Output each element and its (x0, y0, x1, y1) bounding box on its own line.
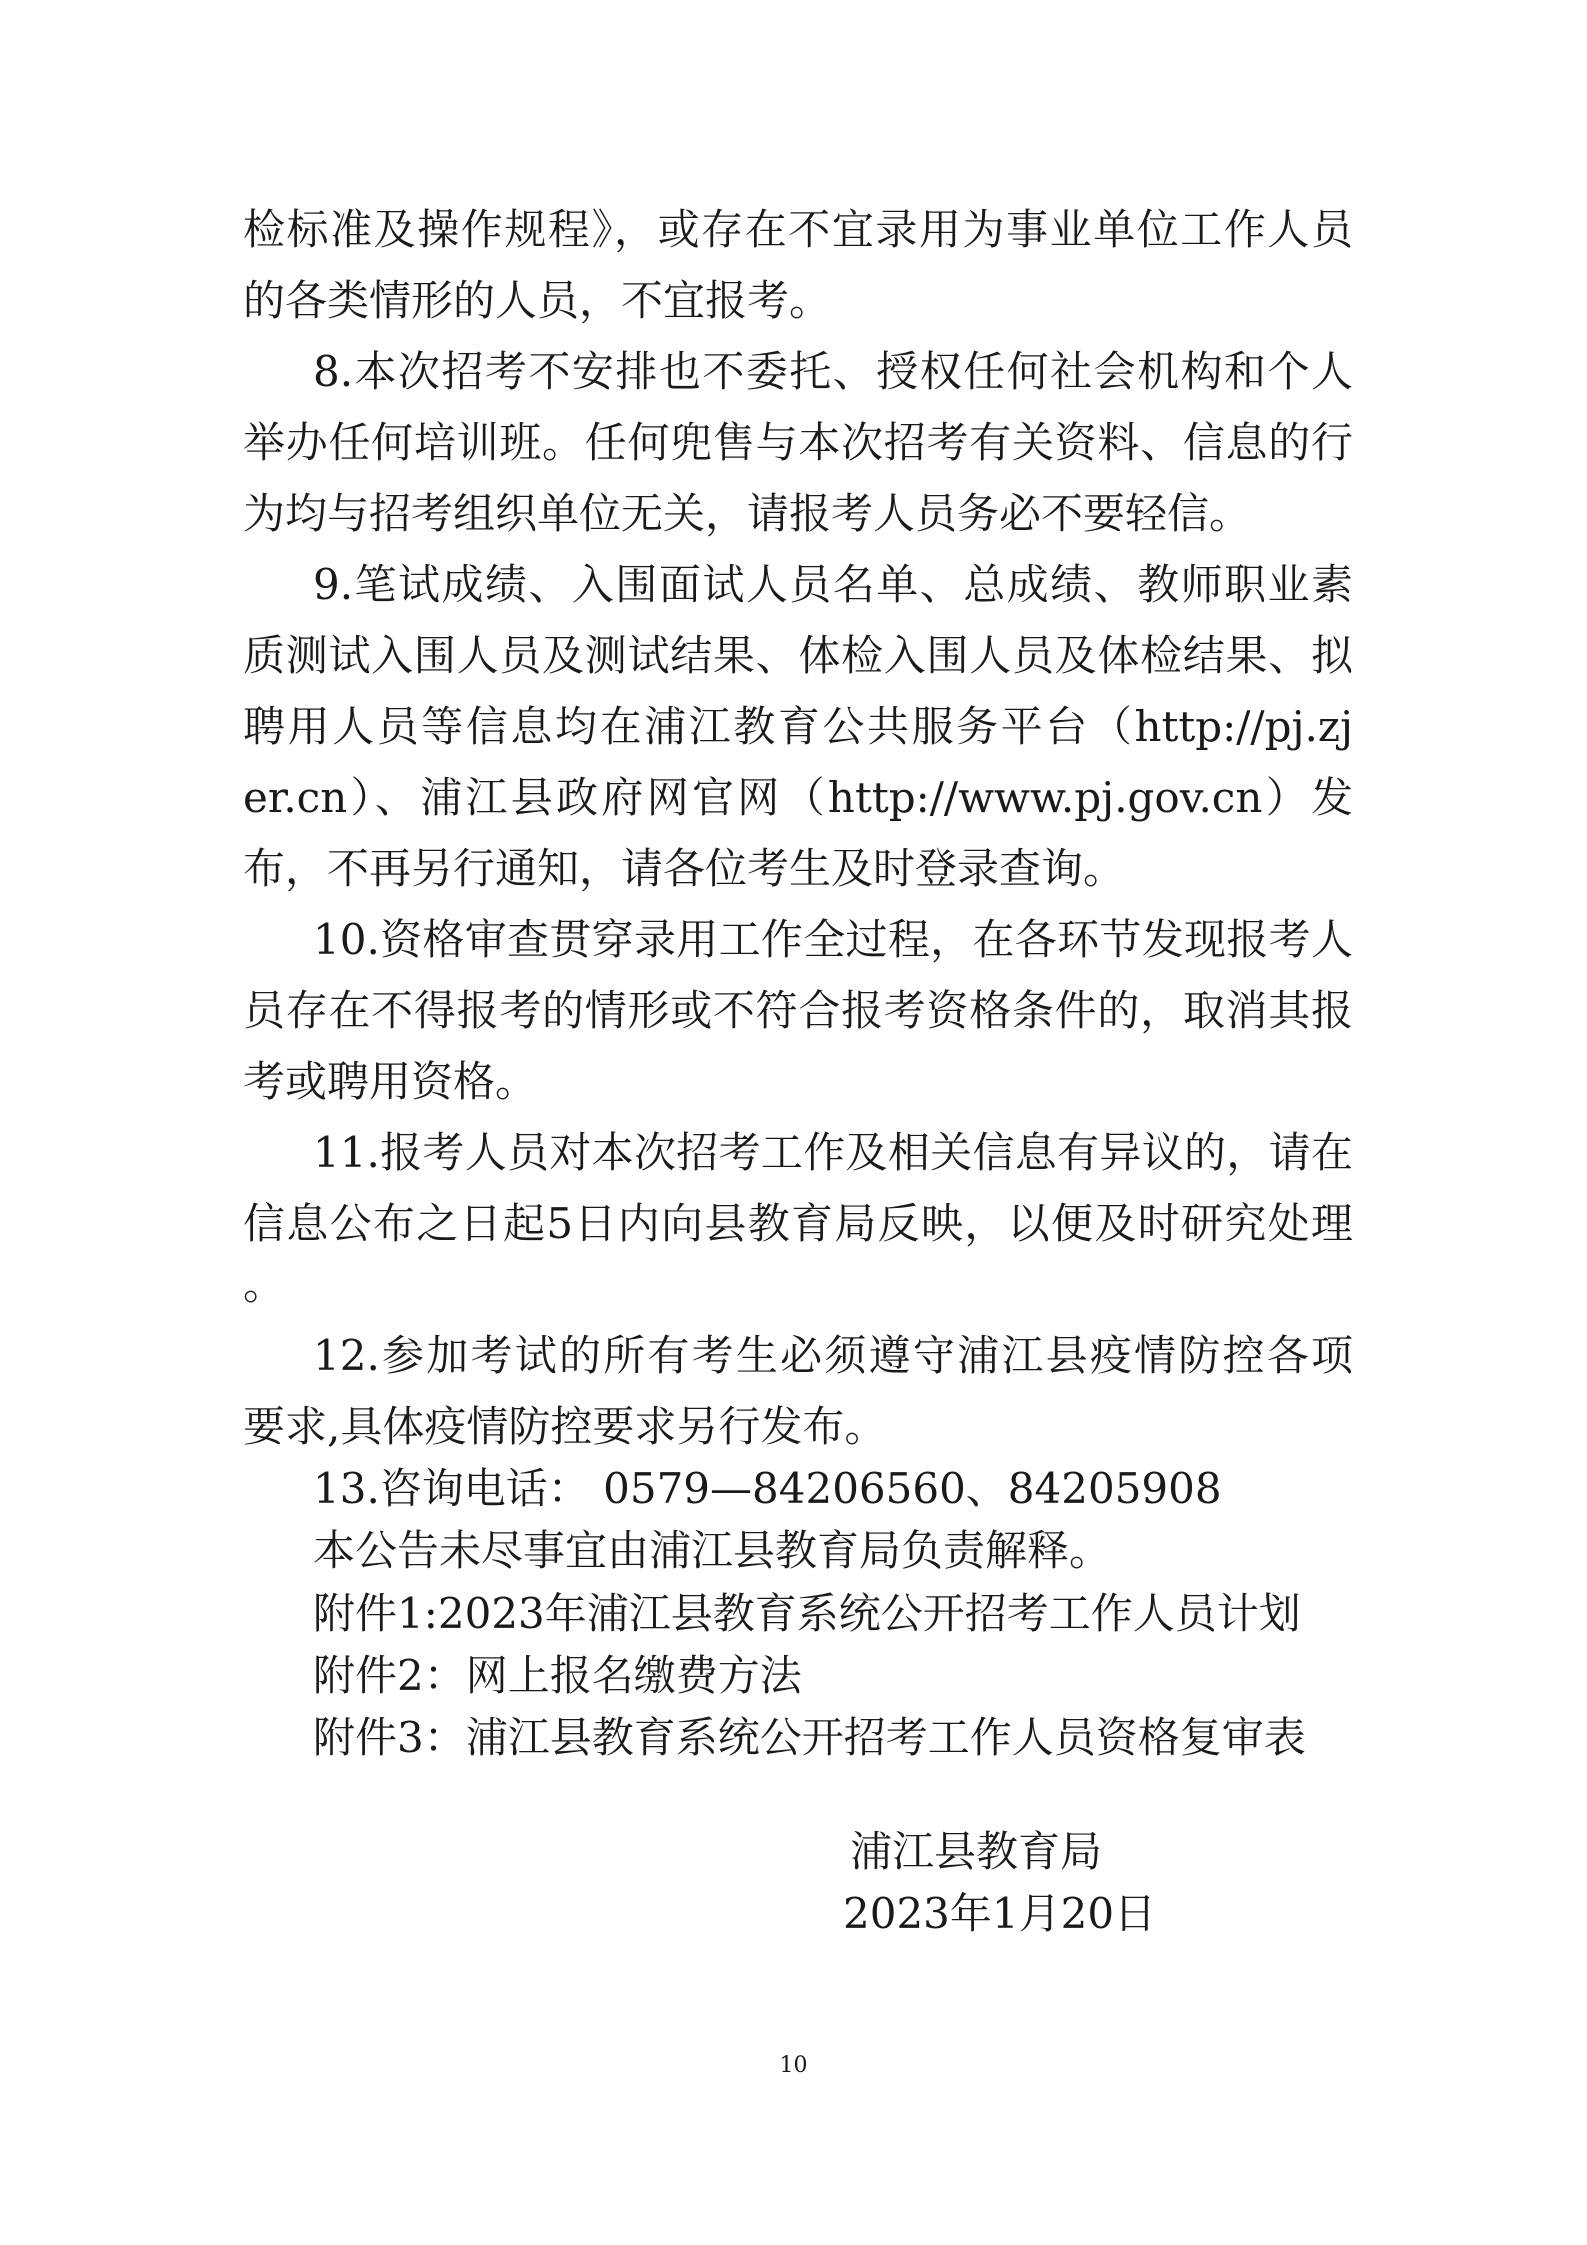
item-10-line: 10.资格审查贯穿录用工作全过程，在各环节发现报考人 (313, 915, 1353, 964)
paragraph-line: 布，不再另行通知，请各位考生及时登录查询。 (243, 844, 1126, 893)
paragraph-line: 检标准及操作规程》，或存在不宜录用为事业单位工作人员 (243, 205, 1353, 254)
paragraph-line: 考或聘用资格。 (243, 1057, 538, 1106)
item-12-line: 12.参加考试的所有考生必须遵守浦江县疫情防控各项 (313, 1331, 1353, 1380)
paragraph-line: 信息公布之日起5日内向县教育局反映，以便及时研究处理 (243, 1199, 1353, 1248)
paragraph-line: er.cn）、浦江县政府网官网（http://www.pj.gov.cn）发 (243, 773, 1353, 822)
paragraph-line: 的各类情形的人员，不宜报考。 (243, 276, 832, 325)
paragraph-line: 聘用人员等信息均在浦江教育公共服务平台（http://pj.zj (243, 702, 1353, 751)
signature-date: 2023年1月20日 (843, 1889, 1157, 1938)
item-11-line: 11.报考人员对本次招考工作及相关信息有异议的，请在 (313, 1128, 1353, 1177)
paragraph-line: 员存在不得报考的情形或不符合报考资格条件的，取消其报 (243, 986, 1353, 1035)
paragraph-line: 质测试入围人员及测试结果、体检入围人员及体检结果、拟 (243, 631, 1353, 680)
item-8-line: 8.本次招考不安排也不委托、授权任何社会机构和个人 (313, 347, 1353, 396)
page-number: 10 (779, 2053, 808, 2078)
attachment-3: 附件3：浦江县教育系统公开招考工作人员资格复审表 (313, 1713, 1306, 1762)
item-13-contact-phone: 13.咨询电话： 0579—84206560、84205908 (313, 1464, 1222, 1513)
interpretation-note: 本公告未尽事宜由浦江县教育局负责解释。 (313, 1526, 1112, 1575)
item-9-line: 9.笔试成绩、入围面试人员名单、总成绩、教师职业素 (313, 560, 1353, 609)
signature-organization: 浦江县教育局 (850, 1827, 1103, 1876)
paragraph-line: 为均与招考组织单位无关，请报考人员务必不要轻信。 (243, 489, 1252, 538)
paragraph-line: 要求,具体疫情防控要求另行发布。 (243, 1402, 887, 1451)
paragraph-line: 举办任何培训班。任何兜售与本次招考有关资料、信息的行 (243, 418, 1353, 467)
attachment-1: 附件1:2023年浦江县教育系统公开招考工作人员计划 (313, 1589, 1301, 1638)
attachment-2: 附件2：网上报名缴费方法 (313, 1651, 802, 1700)
paragraph-line: 。 (243, 1260, 286, 1309)
